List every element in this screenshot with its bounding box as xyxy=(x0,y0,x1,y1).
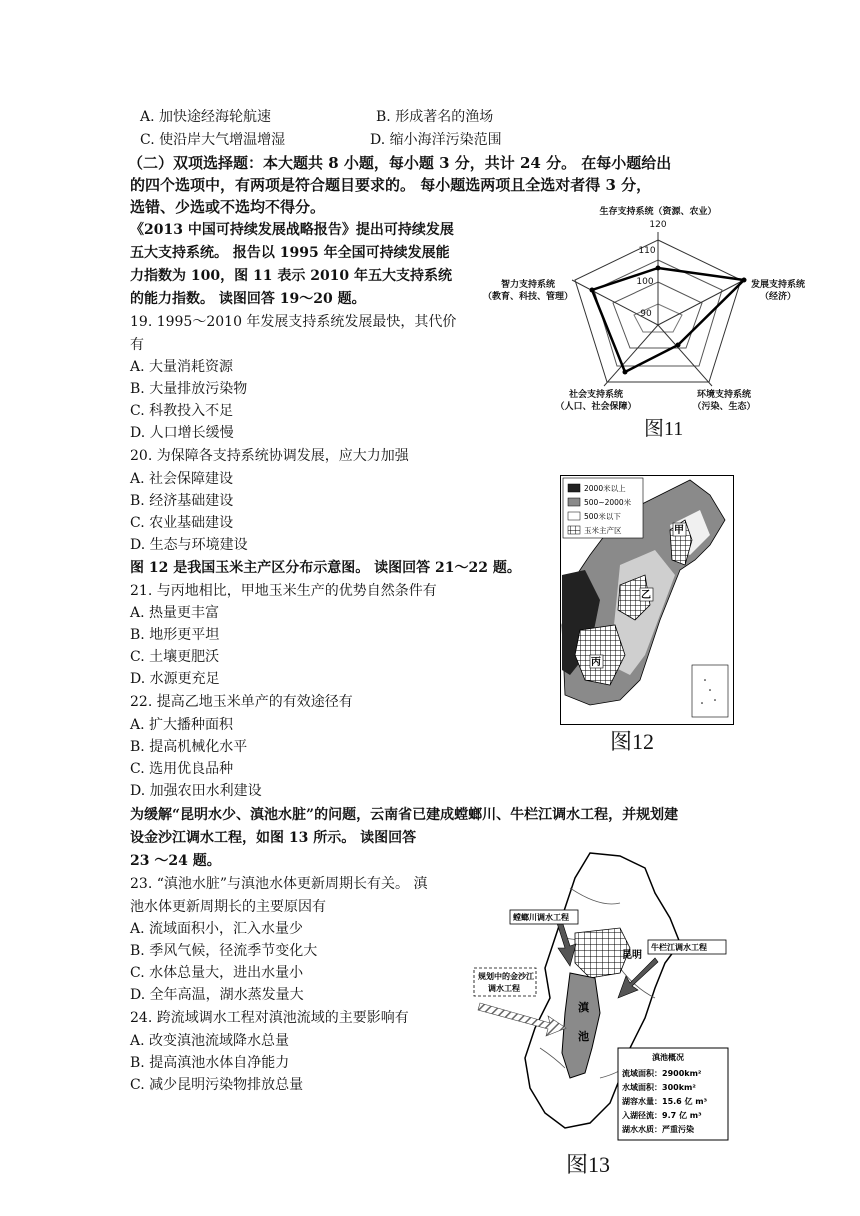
q20-option-a: A. 社会保障建设 xyxy=(130,471,234,487)
figure-11-caption: 图11 xyxy=(644,418,684,440)
info-title: 滇池概况 xyxy=(652,1053,684,1062)
info-lake-volume: 湖容水量：15.6 亿 m³ xyxy=(622,1097,708,1106)
axis-tick-120: 120 xyxy=(649,220,667,230)
label-chi: 池 xyxy=(578,1030,589,1043)
section-heading-line2: 的四个选项中，有两项是符合题目要求的。 每小题选两项且全选对者得 3 分， xyxy=(130,176,652,194)
label-social-system-sub: （人口、社会保障） xyxy=(555,402,637,412)
q22-option-d: D. 加强农田水利建设 xyxy=(130,783,262,799)
legend-above-2000m: 2000米以上 xyxy=(584,484,626,493)
q18-option-b: B. 形成著名的渔场 xyxy=(376,109,494,125)
q18-option-d: D. 缩小海洋污染范围 xyxy=(370,132,502,148)
figure-12-caption: 图12 xyxy=(610,729,655,754)
label-environment-system: 环境支持系统 xyxy=(696,390,752,400)
q22-option-c: C. 选用优良品种 xyxy=(130,761,234,777)
q19-option-c: C. 科教投入不足 xyxy=(130,403,234,419)
figure-13-caption: 图13 xyxy=(566,1152,611,1177)
figure-12-corn-region-map xyxy=(560,475,734,725)
q19-option-a: A. 大量消耗资源 xyxy=(130,359,234,375)
figure-13-dianchi-map xyxy=(470,848,735,1148)
q21-option-b: B. 地形更平坦 xyxy=(130,627,220,643)
q23-option-c: C. 水体总量大，进出水量小 xyxy=(130,965,304,981)
q21-option-c: C. 土壤更肥沃 xyxy=(130,649,220,665)
place-yi: 乙 xyxy=(641,590,651,601)
q23-stem: 23. “滇池水脏”与滇池水体更新周期长有关。 滇 xyxy=(130,876,428,892)
south-china-sea-inset xyxy=(692,665,728,717)
legend-500-2000m: 500~2000米 xyxy=(584,498,632,507)
intro19-line1: 《2013 中国可持续发展战略报告》提出可持续发展 xyxy=(130,222,454,238)
axis-tick-100: 100 xyxy=(636,277,654,287)
info-water-quality: 湖水水质：严重污染 xyxy=(622,1125,694,1134)
q21-option-a: A. 热量更丰富 xyxy=(130,605,220,621)
q18-option-a: A. 加快途经海轮航速 xyxy=(140,109,272,125)
q24-stem: 24. 跨流域调水工程对滇池流域的主要影响有 xyxy=(130,1010,409,1026)
intro23-line1: 为缓解“昆明水少、滇池水脏”的问题，云南省已建成螳螂川、牛栏江调水工程，并规划建 xyxy=(130,807,679,823)
q22-stem: 22. 提高乙地玉米单产的有效途径有 xyxy=(130,694,353,710)
q19-option-b: B. 大量排放污染物 xyxy=(130,381,248,397)
q23-option-d: D. 全年高温，湖水蒸发量大 xyxy=(130,987,304,1003)
label-survival-system: 生存支持系统（资源、农业） xyxy=(599,207,717,217)
q23-option-b: B. 季风气候，径流季节变化大 xyxy=(130,943,318,959)
q19-stem-cont: 有 xyxy=(130,337,144,353)
q24-option-b: B. 提高滇池水体自净能力 xyxy=(130,1055,290,1071)
q20-stem: 20. 为保障各支持系统协调发展，应大力加强 xyxy=(130,448,409,464)
q23-option-a: A. 流域面积小，汇入水量少 xyxy=(130,921,304,937)
label-dian: 滇 xyxy=(578,1001,589,1014)
label-intellect-system: 智力支持系统 xyxy=(500,280,556,290)
axis-tick-110: 110 xyxy=(638,246,656,256)
q19-stem: 19. 1995～2010 年发展支持系统发展最快，其代价 xyxy=(130,314,457,330)
label-jinsha-project: 规划中的金沙江 xyxy=(478,972,534,981)
q24-option-c: C. 减少昆明污染物排放总量 xyxy=(130,1077,304,1093)
intro19-line2: 五大支持系统。 报告以 1995 年全国可持续发展能 xyxy=(130,245,450,261)
intro23-line3: 23 ～24 题。 xyxy=(130,853,221,869)
intro23-line2: 设金沙江调水工程，如图 13 所示。 读图回答 xyxy=(130,830,417,846)
q20-option-b: B. 经济基础建设 xyxy=(130,493,234,509)
intro21: 图 12 是我国玉米主产区分布示意图。 读图回答 21～22 题。 xyxy=(130,560,521,576)
q21-stem: 21. 与丙地相比，甲地玉米生产的优势自然条件有 xyxy=(130,583,437,599)
label-kunming: 昆明 xyxy=(622,950,642,961)
label-development-system: 发展支持系统 xyxy=(750,280,806,290)
legend-corn-area: 玉米主产区 xyxy=(584,526,622,535)
q24-option-a: A. 改变滇池流域降水总量 xyxy=(130,1033,290,1049)
q20-option-d: D. 生态与环境建设 xyxy=(130,537,248,553)
q21-option-d: D. 水源更充足 xyxy=(130,671,220,687)
q18-option-c: C. 使沿岸大气增温增湿 xyxy=(140,132,286,148)
intro19-line4: 的能力指数。 读图回答 19～20 题。 xyxy=(130,291,366,307)
label-intellect-system-sub: （教育、科技、管理） xyxy=(482,292,574,302)
info-inflow: 入湖径流：9.7 亿 m³ xyxy=(622,1111,702,1120)
intro19-line3: 力指数为 100，图 11 表示 2010 年五大支持系统 xyxy=(130,268,453,284)
q20-option-c: C. 农业基础建设 xyxy=(130,515,234,531)
label-social-system: 社会支持系统 xyxy=(568,390,624,400)
label-development-system-sub: （经济） xyxy=(759,292,797,302)
q23-stem-cont: 池水体更新周期长的主要原因有 xyxy=(130,899,326,915)
section-heading-line3: 选错、少选或不选均不得分。 xyxy=(130,198,326,216)
place-bing: 丙 xyxy=(591,657,601,668)
place-jia: 甲 xyxy=(674,525,684,536)
section-heading-line1: （二）双项选择题：本大题共 8 小题，每小题 3 分，共计 24 分。 在每小题给出 xyxy=(128,154,672,172)
info-water-area: 水域面积：300km² xyxy=(622,1083,696,1092)
label-niulan-project: 牛栏江调水工程 xyxy=(651,943,707,952)
q19-option-d: D. 人口增长缓慢 xyxy=(130,425,234,441)
q22-option-b: B. 提高机械化水平 xyxy=(130,739,248,755)
q22-option-a: A. 扩大播种面积 xyxy=(130,717,234,733)
info-basin-area: 流域面积：2900km² xyxy=(622,1069,702,1078)
figure-11-radar-chart xyxy=(482,200,812,420)
axis-tick-90: 90 xyxy=(640,309,652,319)
label-jinsha-project-sub: 调水工程 xyxy=(488,984,520,993)
legend-below-500m: 500米以下 xyxy=(584,512,621,521)
label-environment-system-sub: （污染、生态） xyxy=(692,402,756,412)
label-tanglang-project: 螳螂川调水工程 xyxy=(513,913,569,922)
